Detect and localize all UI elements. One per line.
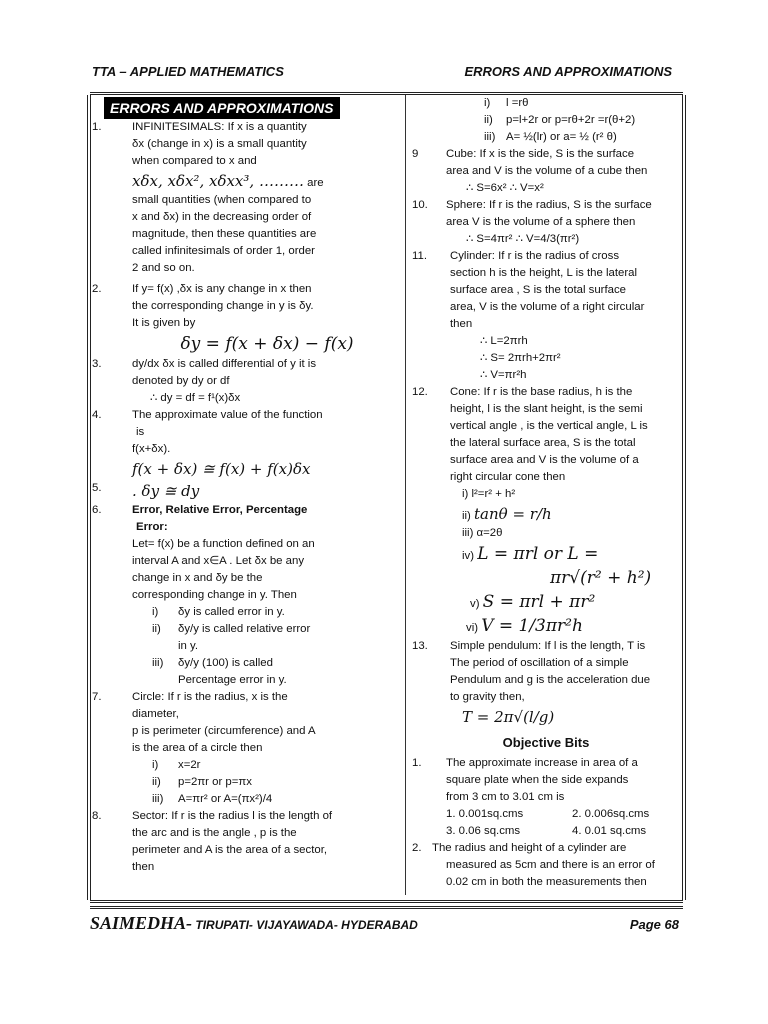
text-line: INFINITESIMALS: If x is a quantity [132, 121, 307, 133]
text-line: vertical angle , is the vertical angle, L is [450, 420, 648, 432]
item-number: 8. [92, 810, 102, 822]
roman-numeral: iii) [484, 131, 496, 143]
text-line: the arc and is the angle , p is the [132, 827, 297, 839]
item-2 [90, 281, 402, 356]
item-6 [90, 502, 402, 689]
text-line: the lateral surface area, S is the total [450, 437, 636, 449]
equation: δy = f(x + δx) − f(x) [180, 334, 354, 354]
page-title: ERRORS AND APPROXIMATIONS [104, 97, 340, 119]
equation-line [450, 590, 682, 614]
equation: T = 2π√(l/g) [462, 708, 555, 726]
text-line: 0.02 cm in both the measurements then [446, 876, 647, 888]
text-line: Sphere: If r is the radius, S is the surface [446, 199, 652, 211]
text-line: dy/dx δx is called differential of y it is [132, 358, 317, 370]
text-line: i) l²=r² + h² [462, 488, 516, 500]
roman-numeral: i) [484, 97, 491, 109]
text-line: A=πr² or A=(πx²)/4 [178, 793, 273, 805]
text-line: p is perimeter (circumference) and A [132, 725, 316, 737]
item-number: 13. [412, 640, 428, 652]
text-line: perimeter and A is the area of a sector, [132, 844, 328, 856]
text-line: right circular cone then [450, 471, 566, 483]
sub-item [132, 621, 402, 638]
sub-item [132, 655, 402, 672]
equation-line [450, 542, 682, 566]
text-line: x and δx) in the decreasing order of [132, 211, 312, 223]
option: 1. 0.001sq.cms [446, 808, 524, 820]
item-number: 11. [412, 250, 427, 262]
text-line: f(x+δx). [132, 443, 171, 455]
text-line: to gravity then, [450, 691, 525, 703]
equation: tanθ = r/h [474, 505, 552, 523]
equation: . δy ≅ dy [132, 482, 200, 500]
item-3 [90, 356, 402, 407]
item-number: 1. [92, 121, 102, 133]
text-line: diameter, [132, 708, 179, 720]
column-divider [405, 95, 406, 895]
text-line: ∴ S= 2πrh+2πr² [480, 352, 561, 364]
section-heading: Error: [136, 521, 168, 533]
item-number: 2. [92, 283, 102, 295]
text-line: from 3 cm to 3.01 cm is [446, 791, 565, 803]
item-number: 12. [412, 386, 428, 398]
roman-numeral: iii) [152, 657, 164, 669]
text-line: the corresponding change in y is δy. [132, 300, 314, 312]
page-number: Page 68 [629, 917, 679, 932]
roman-numeral: ii) [152, 776, 161, 788]
section-heading: Error, Relative Error, Percentage [132, 504, 308, 516]
text-line: height, l is the slant height, is the semi [450, 403, 643, 415]
text-line: x=2r [178, 759, 201, 771]
sub-item [132, 791, 402, 808]
item-5 [90, 480, 402, 502]
objective-bits-heading: Objective Bits [502, 735, 590, 750]
text-line: change in x and δy be the [132, 572, 263, 584]
item-number: 7. [92, 691, 102, 703]
item-9 [410, 146, 682, 197]
item-number: 2. [412, 842, 422, 854]
text-line: δx (change in x) is a small quantity [132, 138, 307, 150]
sub-item [132, 604, 402, 621]
sub-item [410, 95, 682, 112]
item-13 [410, 638, 682, 728]
equation: f(x + δx) ≅ f(x) + f(x)δx [132, 460, 311, 478]
text-line: The radius and height of a cylinder are [432, 842, 627, 854]
sub-item [132, 757, 402, 774]
text-line: Cone: If r is the base radius, h is the [450, 386, 633, 398]
equation-line [450, 503, 682, 525]
item-4 [90, 407, 402, 480]
roman-numeral: v) [470, 598, 483, 610]
text-line: l =rθ [506, 97, 529, 109]
text-line: The approximate value of the function [132, 409, 323, 421]
options-row [446, 823, 682, 840]
text-line: p=2πr or p=πx [178, 776, 252, 788]
text-line: section h is the height, L is the lateral [450, 267, 637, 279]
equation-line [450, 614, 682, 638]
text-line: then [132, 861, 155, 873]
roman-numeral: vi) [466, 622, 482, 634]
item-number: 5. [92, 482, 102, 494]
equation: S = πrl + πr² [482, 592, 596, 612]
option: 2. 0.006sq.cms [572, 808, 650, 820]
text-line: called infinitesimals of order 1, order [132, 245, 315, 257]
brand-name: SAIMEDHA- [90, 913, 193, 933]
sub-item-cont: Percentage error in y. [178, 674, 287, 686]
math-expression: xδx, xδx², xδxx³, ……… [132, 172, 304, 190]
text-line: measured as 5cm and there is an error of [446, 859, 655, 871]
header-right: ERRORS AND APPROXIMATIONS [464, 64, 672, 79]
text-line: ∴ S=4πr² ∴ V=4/3(πr²) [466, 233, 580, 245]
text-line: square plate when the side expands [446, 774, 629, 786]
text-line: Cylinder: If r is the radius of cross [450, 250, 620, 262]
text-line: when compared to x and [132, 155, 257, 167]
text-line: corresponding change in y. Then [132, 589, 297, 601]
text-line: denoted by dy or df [132, 375, 230, 387]
text-line: δy is called error in y. [178, 606, 285, 618]
right-column [410, 95, 682, 891]
text-line: Cube: If x is the side, S is the surface [446, 148, 635, 160]
item-7 [90, 689, 402, 808]
roman-numeral: iv) [462, 550, 478, 562]
text-line: ∴ L=2πrh [480, 335, 528, 347]
text-line: Pendulum and g is the acceleration due [450, 674, 651, 686]
text-line: ∴ S=6x² ∴ V=x² [466, 182, 544, 194]
sub-item-cont: in y. [178, 640, 199, 652]
text-line: ∴ V=πr²h [480, 369, 527, 381]
item-number: 10. [412, 199, 428, 211]
text-line: ∴ dy = df = f¹(x)δx [150, 392, 241, 404]
item-number: 1. [412, 757, 422, 769]
item-number: 9 [412, 148, 419, 160]
item-11 [410, 248, 682, 384]
text-line: area, V is the volume of a right circular [450, 301, 645, 313]
sub-item [410, 112, 682, 129]
text-line: Sector: If r is the radius l is the length of [132, 810, 333, 822]
roman-numeral: ii) [152, 623, 161, 635]
equation: V = 1/3πr²h [481, 616, 583, 636]
roman-numeral: i) [152, 759, 159, 771]
roman-numeral: iii) [152, 793, 164, 805]
text-line: δy/y (100) is called [178, 657, 273, 669]
roman-numeral: i) [152, 606, 159, 618]
options-row [446, 806, 682, 823]
roman-numeral: ii) [462, 510, 475, 522]
item-10 [410, 197, 682, 248]
text-line: A= ½(lr) or a= ½ (r² θ) [506, 131, 617, 143]
text-fragment: are [303, 177, 324, 189]
text-line: is [136, 426, 145, 438]
text-line: small quantities (when compared to [132, 194, 312, 206]
option: 3. 0.06 sq.cms [446, 825, 521, 837]
equation: L = πrl or L = [477, 544, 599, 564]
item-1 [90, 119, 402, 277]
item-number: 4. [92, 409, 102, 421]
header-left: TTA – APPLIED MATHEMATICS [92, 64, 284, 79]
item-8 [90, 808, 402, 876]
text-line: Simple pendulum: If l is the length, T is [450, 640, 646, 652]
left-column [90, 97, 402, 876]
brand-cities: TIRUPATI- VIJAYAWADA- HYDERABAD [192, 918, 418, 932]
text-line: iii) α=2θ [462, 527, 503, 539]
text-line: is the area of a circle then [132, 742, 263, 754]
item-number: 6. [92, 504, 102, 516]
text-line: then [450, 318, 473, 330]
equation: πr√(r² + h²) [550, 568, 652, 588]
sub-item [410, 129, 682, 146]
question-2 [410, 840, 682, 891]
text-line: δy/y is called relative error [178, 623, 311, 635]
text-line: surface area and V is the volume of a [450, 454, 639, 466]
text-line: The period of oscillation of a simple [450, 657, 629, 669]
footer-brand [90, 913, 418, 934]
math-line [132, 170, 402, 192]
sector-formulas [410, 95, 682, 146]
text-line: Let= f(x) be a function defined on an [132, 538, 315, 550]
text-line: Circle: If r is the radius, x is the [132, 691, 288, 703]
roman-numeral: ii) [484, 114, 493, 126]
text-line: It is given by [132, 317, 196, 329]
sub-item [132, 774, 402, 791]
item-12 [410, 384, 682, 638]
text-line: If y= f(x) ,δx is any change in x then [132, 283, 312, 295]
footer [90, 906, 683, 933]
option: 4. 0.01 sq.cms [572, 825, 647, 837]
text-line: The approximate increase in area of a [446, 757, 638, 769]
text-line: 2 and so on. [132, 262, 195, 274]
text-line: magnitude, then these quantities are [132, 228, 317, 240]
text-line: surface area , S is the total surface [450, 284, 627, 296]
question-1 [410, 755, 682, 840]
text-line: interval A and x∈A . Let δx be any [132, 555, 305, 567]
text-line: p=l+2r or p=rθ+2r =r(θ+2) [506, 114, 636, 126]
text-line: area and V is the volume of a cube then [446, 165, 648, 177]
text-line: area V is the volume of a sphere then [446, 216, 636, 228]
item-number: 3. [92, 358, 102, 370]
